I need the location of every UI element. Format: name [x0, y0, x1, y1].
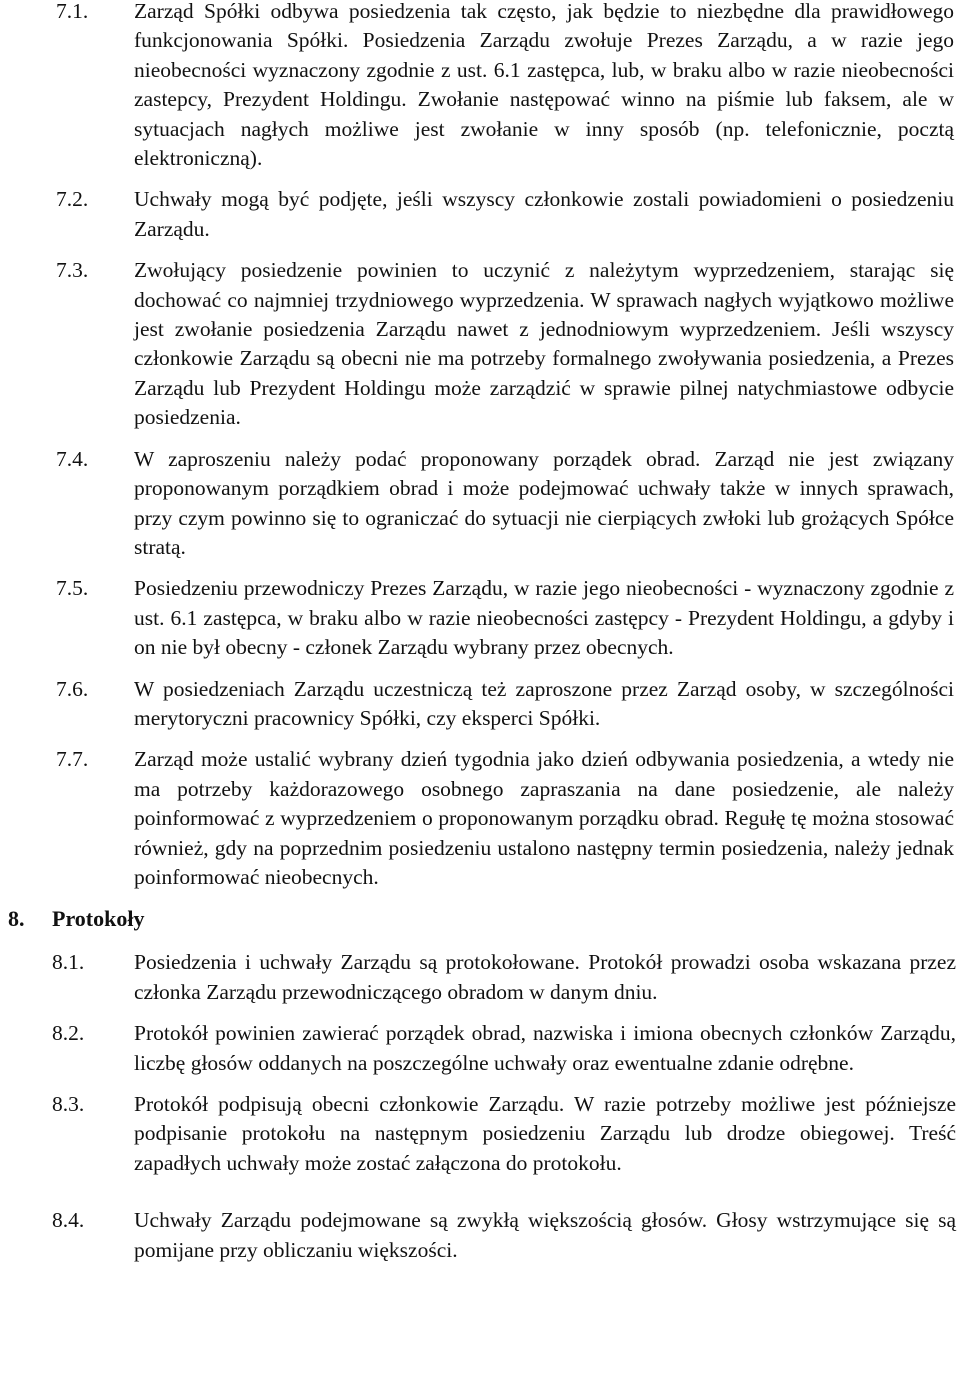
clause-number: 7.7. — [56, 747, 89, 772]
clause-number: 8.2. — [52, 1021, 85, 1046]
clause-8-4 — [0, 1206, 960, 1265]
clause-text: Zwołujący posiedzenie powinien to uczynić z należytym wyprzedzeniem, starając się dochować co najmniej trzydniowego wyprzedzenia. W sprawach nagłych wyjątkowo możliwe jest zwołanie posiedzenia Zarządu nawet z jednodniowym wyprzedzeniem. Jeśli wszyscy członkowie Zarządu są obecni nie ma potrzeby formalnego zwoływania posiedzenia, a Prezes Zarządu lub Prezydent Holdingu może zarządzić w sprawie pilnej natychmiastowe odbycie posiedzenia. — [134, 258, 954, 430]
clause-7-4 — [0, 445, 960, 563]
section-title: Protokoły — [52, 906, 145, 932]
clause-number: 7.2. — [56, 187, 89, 212]
clause-7-1 — [0, 0, 960, 173]
clause-number: 7.5. — [56, 576, 89, 601]
clause-7-3 — [0, 256, 960, 432]
clause-text — [134, 0, 954, 173]
clause-text: Uchwały mogą być podjęte, jeśli wszyscy członkowie zostali powiadomieni o posiedzeniu Zarządu. — [134, 187, 954, 241]
clause-8-2 — [0, 1019, 960, 1078]
clause-text: Protokół powinien zawierać porządek obrad, nazwiska i imiona obecnych członków Zarządu, liczbę głosów oddanych na poszczególne uchwały oraz ewentualne zdanie odrębne. — [134, 1021, 956, 1075]
clause-number: 8.1. — [52, 950, 85, 975]
clause-7-7 — [0, 745, 960, 892]
clause-7-6 — [0, 675, 960, 734]
clause-text: Zarząd może ustalić wybrany dzień tygodnia jako dzień odbywania posiedzenia, a wtedy nie ma potrzeby każdorazowego osobnego zapraszania na dane posiedzenie, ale należy poinformować z wyprzedzeniem o proponowanym porządku obrad. Regułę tę można stosować również, gdy na poprzednim posiedzeniu ustalono następny termin posiedzenia, należy jednak poinformować nieobecnych. — [134, 747, 954, 889]
clause-number: 7.3. — [56, 258, 89, 283]
clause-text-part: Zarząd Spółki odbywa posiedzenia tak często, jak będzie to niezbędne dla prawidłowego funkcjonowania Spółki. Posiedzenia Zarządu zwołuje Prezes Zarządu, a w razie jego nieobecności wyznaczony zgodnie z ust. 6.1 zastępca, lub, w braku albo w razie nieobecności zastepcy, Prezydent Holdingu. Zwołanie następować winno na piśmie lub faksem, ale w sytuacjach nagłych możliwe jest zwołanie w inny sposób (np. telefonicznie, pocztą elektroniczną). — [134, 0, 954, 171]
clause-text: W zaproszeniu należy podać proponowany porządek obrad. Zarząd nie jest związany proponowanym porządkiem obrad i może podejmować uchwały także w innych sprawach, przy czym powinno się to ograniczać do sytuacji nie cierpiących zwłoki lub grożących Spółce stratą. — [134, 446, 954, 559]
clause-text: W posiedzeniach Zarządu uczestniczą też zaproszone przez Zarząd osoby, w szczególności merytoryczni pracownicy Spółki, czy eksperci Spółki. — [134, 676, 954, 730]
section-8-heading — [0, 904, 960, 934]
clause-text: Uchwały Zarządu podejmowane są zwykłą większością głosów. Głosy wstrzymujące się są pomijane przy obliczaniu większości. — [134, 1208, 956, 1262]
clause-number: 8.4. — [52, 1208, 85, 1233]
section-number: 8. — [8, 906, 25, 932]
clause-text: Posiedzenia i uchwały Zarządu są protokołowane. Protokół prowadzi osoba wskazana przez członka Zarządu przewodniczącego obradom w danym dniu. — [134, 950, 956, 1004]
clause-text: Posiedzeniu przewodniczy Prezes Zarządu, w razie jego nieobecności - wyznaczony zgodnie z ust. 6.1 zastępca, w braku albo w razie nieobecności zastępcy - Prezydent Holdingu, a gdyby i on nie był obecny - członek Zarządu wybrany przez obecnych. — [134, 576, 954, 660]
clause-7-5 — [0, 574, 960, 662]
clause-8-3 — [0, 1090, 960, 1178]
clause-number: 7.1. — [56, 0, 89, 23]
clause-number: 7.4. — [56, 446, 89, 471]
clause-number: 7.6. — [56, 676, 89, 701]
clause-8-1 — [0, 948, 960, 1007]
clause-text: Protokół podpisują obecni członkowie Zarządu. W razie potrzeby możliwe jest późniejsze podpisanie protokołu na następnym posiedzeniu Zarządu lub drodze obiegowej. Treść zapadłych uchwały może zostać załączona do protokołu. — [134, 1092, 956, 1175]
clause-7-2 — [0, 185, 960, 244]
clause-number: 8.3. — [52, 1092, 85, 1116]
